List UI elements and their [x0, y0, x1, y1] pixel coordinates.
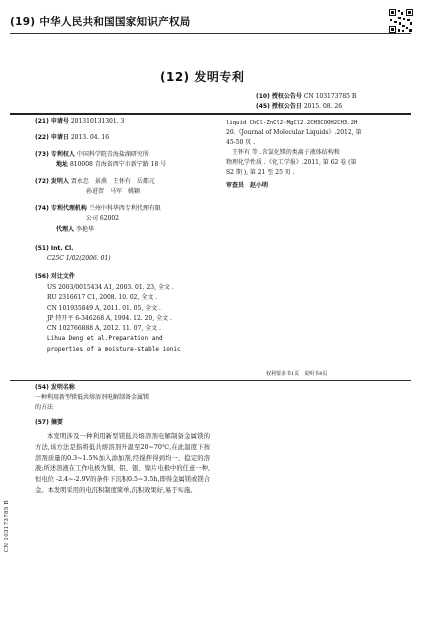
inventor-label: (72) 发明人	[35, 178, 69, 185]
pub-number: CN 103173785 B	[303, 93, 357, 100]
biblio-top-rule	[10, 113, 411, 115]
ref-right-line: 物理化学性质 .《化工学报》.2011, 第 62 卷 (第	[226, 159, 357, 166]
ipc-code: C25C 1/02(2006. 01)	[47, 255, 111, 262]
ref-item: CN 102766888 A, 2012. 11. 07, 全文 .	[47, 325, 161, 333]
pub-date-label: (45) 授权公告日	[256, 103, 302, 110]
app-no-line	[35, 118, 124, 126]
ipc-label	[35, 245, 73, 253]
holder-label: (73) 专利权人	[35, 151, 75, 158]
page-count: 权利要求书1页 说明书4页	[266, 371, 328, 377]
inventor-line-1	[35, 178, 155, 186]
address: 810008 青海省西宁市新宁路 18 号	[69, 161, 167, 168]
office-header: (19) 中华人民共和国国家知识产权局	[10, 16, 191, 28]
ref-right-line: 20.《Journal of Molecular Liquids》.2012, 第	[226, 129, 362, 136]
ref-item: properties of a moisture-stable ionic	[47, 345, 181, 353]
pub-date-line	[256, 102, 342, 111]
pub-number-line	[256, 92, 356, 101]
examiner: 审查员 赵小明	[226, 182, 269, 189]
qr-code-icon	[388, 8, 414, 34]
refs-list	[47, 283, 181, 355]
refs-right	[226, 118, 361, 191]
abstract-text: 本发明涉及一种利用新型镁低共熔溶剂电解制备金属镁的方法,该方法是指将低共熔溶剂升温至20~70℃,在此温度下按溶剂质量的0.3~1.5%加入添加剂,经搅拌得到均一、稳定的溶液;所述溶液在工作电极为铜、铝、银、镍片电极中的任意一种,恒电位 -2.4~-2.9V的条件下沉积0.5~3.5h,即得金属镁或镁合金。本发明采用的电沉积制度简单,沉积效果好,易于实施。	[35, 433, 210, 494]
app-date: 2013. 04. 16	[70, 134, 110, 141]
agency-2: 公司 62002	[86, 215, 119, 222]
app-no: 201310131301. 3	[70, 118, 125, 125]
ref-right-line: 王怀有 等 .含氯化镁的类离子液体结构和	[226, 149, 340, 156]
side-pub-number: CN 103173785 B	[4, 500, 10, 553]
ref-right-line: 45-50 页 .	[226, 139, 256, 146]
invention-title-2: 的方法	[35, 404, 54, 411]
ref-right-line: S2 期 ), 第 21 至 25 页 .	[226, 169, 295, 176]
ref-item: RU 2316617 C1, 2008. 10. 02, 全文 .	[47, 294, 158, 302]
agent-label: 代理人	[56, 226, 75, 233]
pub-number-label: (10) 授权公告号	[256, 93, 302, 100]
header-rule	[10, 33, 411, 34]
refs-label-text: (56) 对比文件	[35, 273, 75, 280]
inventors-1: 贾永忠 景燕 王怀有 岳都元	[70, 178, 155, 185]
agent-line	[56, 226, 94, 234]
ref-item: US 2003/0015434 A1, 2003. 01. 23, 全文 .	[47, 284, 174, 291]
agency-1: 兰州中科华西专利代理有限	[88, 205, 161, 212]
refs-label	[35, 273, 75, 281]
app-date-line	[35, 134, 109, 142]
agent: 李艳华	[75, 226, 94, 233]
address-label: 地址	[56, 161, 69, 168]
doc-type: (12) 发明专利	[160, 70, 245, 84]
ref-right-line: liquid ChCl-ZnCl2-MgCl2.2CH3COOH2CH3.2H	[226, 120, 358, 126]
abstract-label-text: (57) 摘要	[35, 419, 63, 426]
biblio-bottom-rule	[10, 380, 411, 381]
ref-item: CN 101935849 A, 2011. 01. 05, 全文 .	[47, 304, 161, 312]
abstract-label	[35, 419, 63, 427]
invention-title-1: 一种利用新型镁低共熔溶剂电解制备金属镁	[35, 394, 150, 401]
inventors-2: 孙进贺 马军 姚颖	[86, 188, 141, 195]
holder-line	[35, 151, 149, 159]
app-date-label: (22) 申请日	[35, 134, 69, 141]
app-no-label: (21) 申请号	[35, 118, 69, 125]
title-label-text: (54) 发明名称	[35, 384, 75, 391]
ipc-label-text: (51) Int. Cl.	[35, 245, 74, 252]
holder: 中国科学院青海盐湖研究所	[76, 151, 149, 158]
ref-item: Lihua Deng et al.Preparation and	[47, 335, 163, 343]
ref-item: JP 特开平 6-346268 A, 1994. 12. 20, 全文 .	[47, 314, 172, 322]
agency-line-1	[35, 205, 161, 213]
pub-date: 2015. 08. 26	[303, 103, 343, 110]
address-line	[56, 161, 166, 169]
agency-label: (74) 专利代理机构	[35, 205, 87, 212]
title-label	[35, 384, 75, 392]
